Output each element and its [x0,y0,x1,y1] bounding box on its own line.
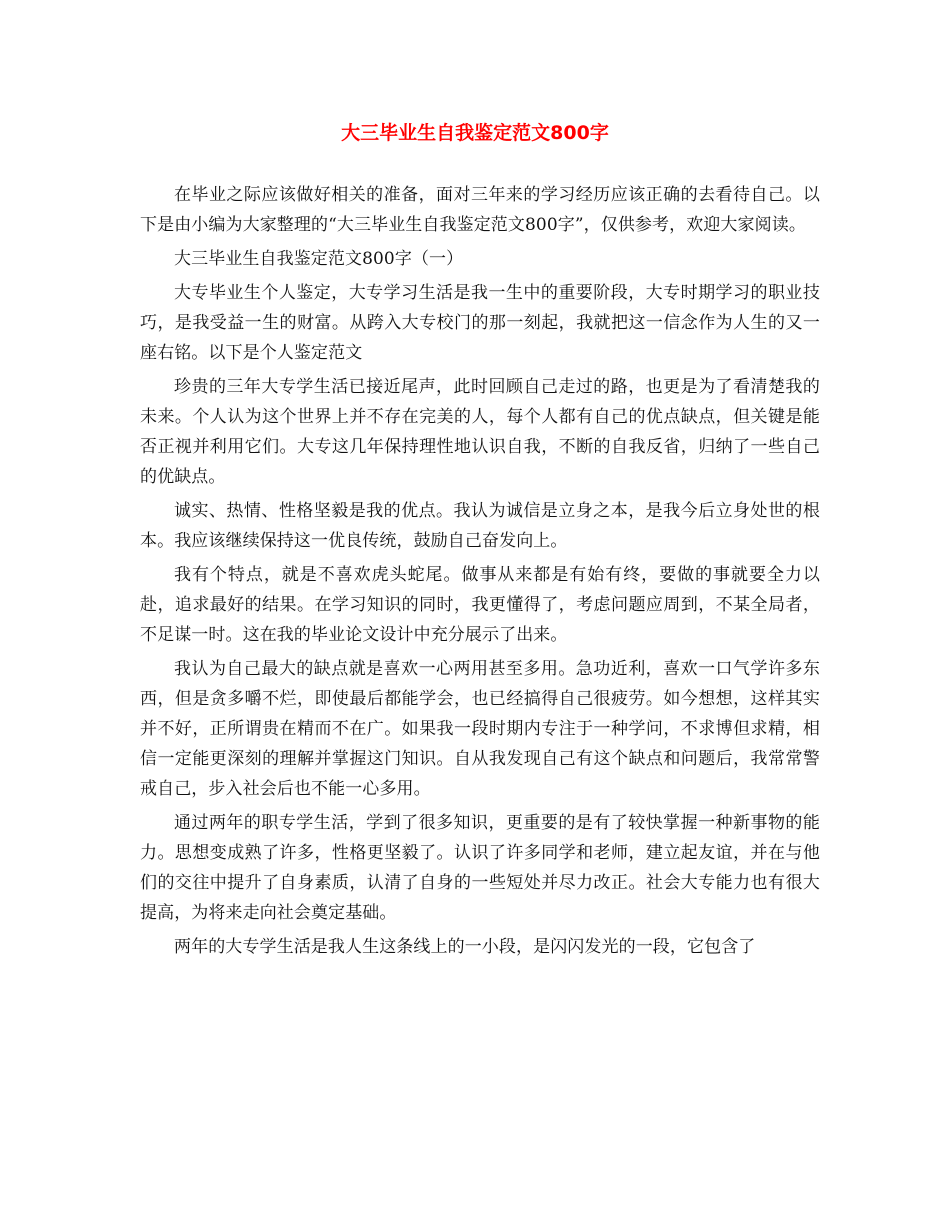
paragraph: 两年的大专学生活是我人生这条线上的一小段，是闪闪发光的一段，它包含了 [174,937,756,957]
paragraph: 我认为自己最大的缺点就是喜欢一心两用甚至多用。急功近利，喜欢一口气学许多东西，但是贪多嚼不烂，即使最后都能学会，也已经搞得自己很疲劳。如今想想，这样其实并不好，正所谓贵在精而不在广。如果我一段时期内专注于一种学问，不求博但求精，相信一定能更深刻的理解并掌握这门知识。自从我发现自己有这个缺点和问题后，我常常警戒自己，步入社会后也不能一心多用。 [140,659,820,799]
paragraph: 珍贵的三年大专学生活已接近尾声，此时回顾自己走过的路，也更是为了看清楚我的未来。个人认为这个世界上并不存在完美的人，每个人都有自己的优点缺点，但关键是能否正视并利用它们。大专这几年保持理性地认识自我，不断的自我反省，归纳了一些自己的优缺点。 [140,377,820,487]
paragraph: 诚实、热情、性格坚毅是我的优点。我认为诚信是立身之本，是我今后立身处世的根本。我应该继续保持这一优良传统，鼓励自己奋发向上。 [140,501,820,551]
document-title: 大三毕业生自我鉴定范文800字 [341,122,609,144]
paragraph: 大专毕业生个人鉴定，大专学习生活是我一生中的重要阶段，大专时期学习的职业技巧，是我受益一生的财富。从跨入大专校门的那一刻起，我就把这一信念作为人生的又一座右铭。以下是个人鉴定范文 [140,283,820,363]
document-body [140,180,820,966]
paragraph: 我有个特点，就是不喜欢虎头蛇尾。做事从来都是有始有终，要做的事就要全力以赴，追求最好的结果。在学习知识的同时，我更懂得了，考虑问题应周到，不某全局者，不足谋一时。这在我的毕业论文设计中充分展示了出来。 [140,565,820,645]
paragraph: 通过两年的职专学生活，学到了很多知识，更重要的是有了较快掌握一种新事物的能力。思想变成熟了许多，性格更坚毅了。认识了许多同学和老师，建立起友谊，并在与他们的交往中提升了自身素质，认清了自身的一些短处并尽力改正。社会大专能力也有很大提高，为将来走向社会奠定基础。 [140,813,820,923]
paragraph-intro: 在毕业之际应该做好相关的准备，面对三年来的学习经历应该正确的去看待自己。以下是由小编为大家整理的“大三毕业生自我鉴定范文800字”，仅供参考，欢迎大家阅读。 [140,185,820,235]
section-heading: 大三毕业生自我鉴定范文800字（一） [174,249,464,269]
